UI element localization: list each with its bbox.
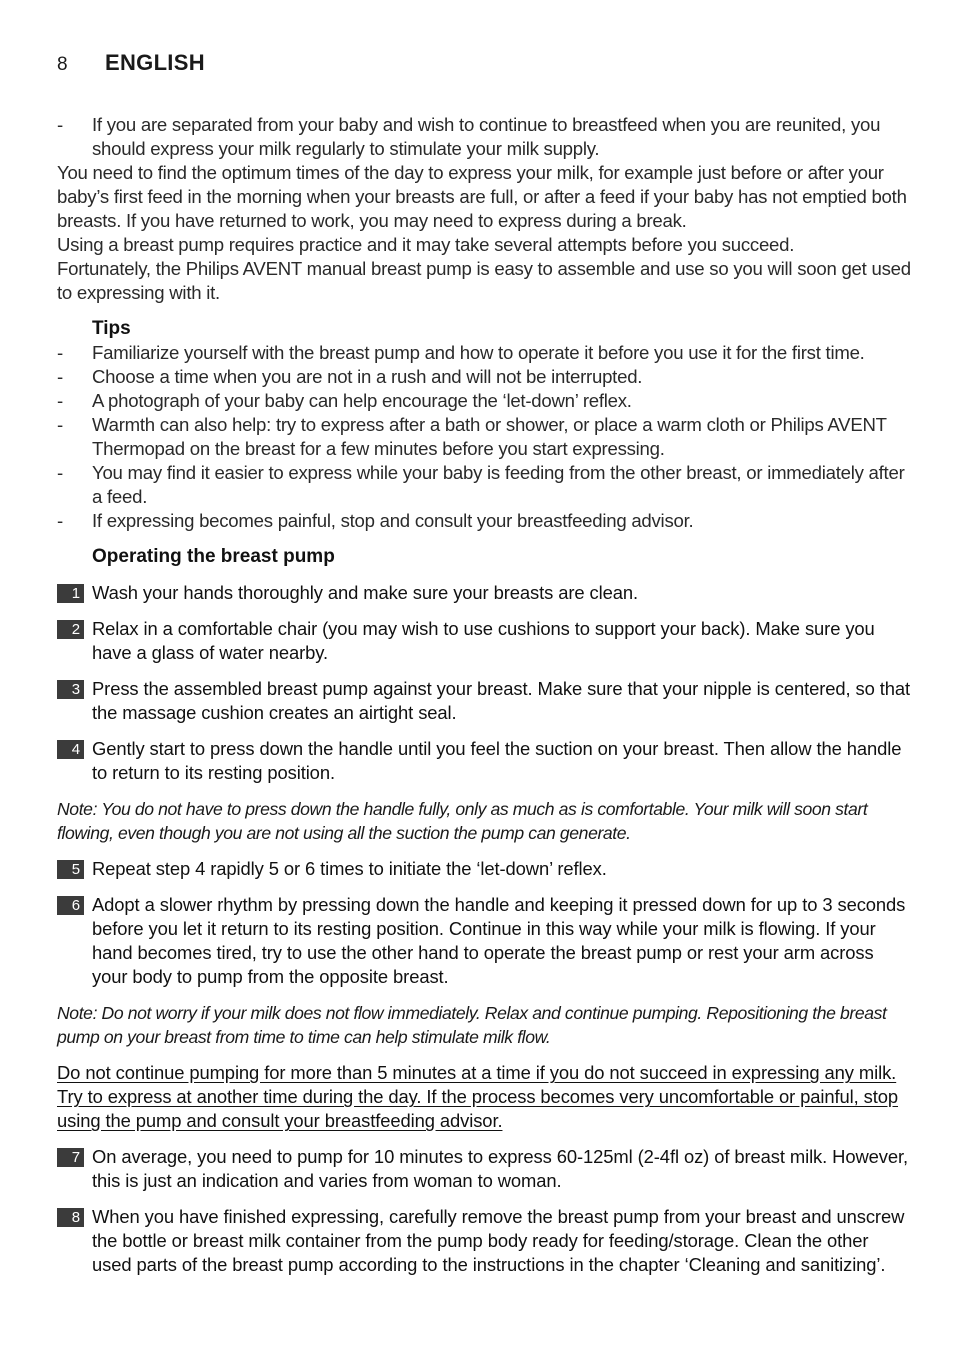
note: Note: You do not have to press down the handle fully, only as much as is comfortable. Your milk will soon start flowing, even though you are not using all the suction the pump can generate.: [57, 799, 868, 843]
step-text: Repeat step 4 rapidly 5 or 6 times to initiate the ‘let-down’ reflex.: [92, 858, 607, 879]
bullet-dash: -: [57, 462, 63, 483]
step-number-badge: 4: [57, 740, 84, 759]
step-text: Press the assembled breast pump against your breast. Make sure that your nipple is centered, so that the massage cushion creates an airtight seal.: [92, 678, 911, 723]
step-number-badge: 2: [57, 620, 84, 639]
warning-text: Do not continue pumping for more than 5 minutes at a time if you do not succeed in expressing any milk. Try to express at another time during the day. If the process becomes very uncomfortable or painful, stop using the pump and consult your breastfeeding advisor.: [57, 1062, 899, 1131]
step-number-badge: 6: [57, 896, 84, 915]
intro-bullet: [57, 113, 912, 161]
tip-item: [57, 389, 912, 413]
tip-item: [57, 365, 912, 389]
intro-bullet-text: If you are separated from your baby and wish to continue to breastfeed when you are reunited, you should express your milk regularly to stimulate your milk supply.: [92, 114, 881, 159]
tips-heading: Tips: [92, 318, 131, 339]
step-number-badge: 7: [57, 1148, 84, 1167]
bullet-dash: -: [57, 366, 63, 387]
step-number-badge: 3: [57, 680, 84, 699]
step-item: [57, 1145, 912, 1193]
tip-text: Warmth can also help: try to express after a bath or shower, or place a warm cloth or Philips AVENT Thermopad on the breast for a few minutes before you start expressing.: [92, 414, 887, 459]
tip-text: Familiarize yourself with the breast pump and how to operate it before you use it for the first time.: [92, 342, 865, 363]
tip-item: [57, 341, 912, 365]
step-text: Relax in a comfortable chair (you may wish to use cushions to support your back). Make sure you have a glass of water nearby.: [92, 618, 875, 663]
tip-item: [57, 509, 912, 533]
tip-text: Choose a time when you are not in a rush and will not be interrupted.: [92, 366, 643, 387]
page-number: 8: [57, 54, 68, 75]
tip-text: If expressing becomes painful, stop and consult your breastfeeding advisor.: [92, 510, 694, 531]
step-text: Wash your hands thoroughly and make sure your breasts are clean.: [92, 582, 638, 603]
intro-paragraph: You need to find the optimum times of the day to express your milk, for example just before or after your baby’s first feed in the morning when your breasts are full, or after a feed if your baby has not emptied both breasts. If you have returned to work, you may need to express during a break.: [57, 162, 907, 231]
step-item: [57, 737, 912, 785]
tip-item: [57, 461, 912, 509]
page-content: [57, 113, 912, 1277]
step-text: On average, you need to pump for 10 minutes to express 60-125ml (2-4fl oz) of breast milk. However, this is just an indication and varies from woman to woman.: [92, 1146, 909, 1191]
bullet-dash: -: [57, 414, 63, 435]
step-text: When you have finished expressing, carefully remove the breast pump from your breast and unscrew the bottle or breast milk container from the pump body ready for feeding/storage. Clean the other used parts of the breast pump according to the instructions in the chapter ‘Cleaning and sanitizing’.: [92, 1206, 905, 1275]
step-item: [57, 677, 912, 725]
operating-heading: Operating the breast pump: [92, 546, 335, 567]
tip-text: A photograph of your baby can help encourage the ‘let-down’ reflex.: [92, 390, 632, 411]
step-item: [57, 893, 912, 989]
step-item: [57, 617, 912, 665]
step-text: Gently start to press down the handle until you feel the suction on your breast. Then allow the handle to return to its resting position.: [92, 738, 902, 783]
tip-text: You may find it easier to express while your baby is feeding from the other breast, or immediately after a feed.: [92, 462, 905, 507]
step-number-badge: 5: [57, 860, 84, 879]
step-item: [57, 581, 912, 605]
bullet-dash: -: [57, 114, 63, 135]
language-heading: ENGLISH: [105, 50, 205, 75]
step-item: [57, 857, 912, 881]
note: Note: Do not worry if your milk does not flow immediately. Relax and continue pumping. Repositioning the breast pump on your breast from time to time can help stimulate milk flow.: [57, 1003, 887, 1047]
bullet-dash: -: [57, 510, 63, 531]
page-header: [57, 50, 205, 78]
bullet-dash: -: [57, 390, 63, 411]
step-text: Adopt a slower rhythm by pressing down the handle and keeping it pressed down for up to 3 seconds before you let it return to its resting position. Continue in this way while your milk is flowing. If your hand becomes tired, try to use the other hand to operate the breast pump or rest your arm across your body to pump from the opposite breast.: [92, 894, 906, 987]
bullet-dash: -: [57, 342, 63, 363]
warning-paragraph: [57, 1061, 912, 1133]
tip-item: [57, 413, 912, 461]
step-item: [57, 1205, 912, 1277]
step-number-badge: 8: [57, 1208, 84, 1227]
intro-paragraph: Fortunately, the Philips AVENT manual breast pump is easy to assemble and use so you will soon get used to expressing with it.: [57, 258, 911, 303]
step-number-badge: 1: [57, 584, 84, 603]
intro-paragraph: Using a breast pump requires practice and it may take several attempts before you succeed.: [57, 234, 795, 255]
